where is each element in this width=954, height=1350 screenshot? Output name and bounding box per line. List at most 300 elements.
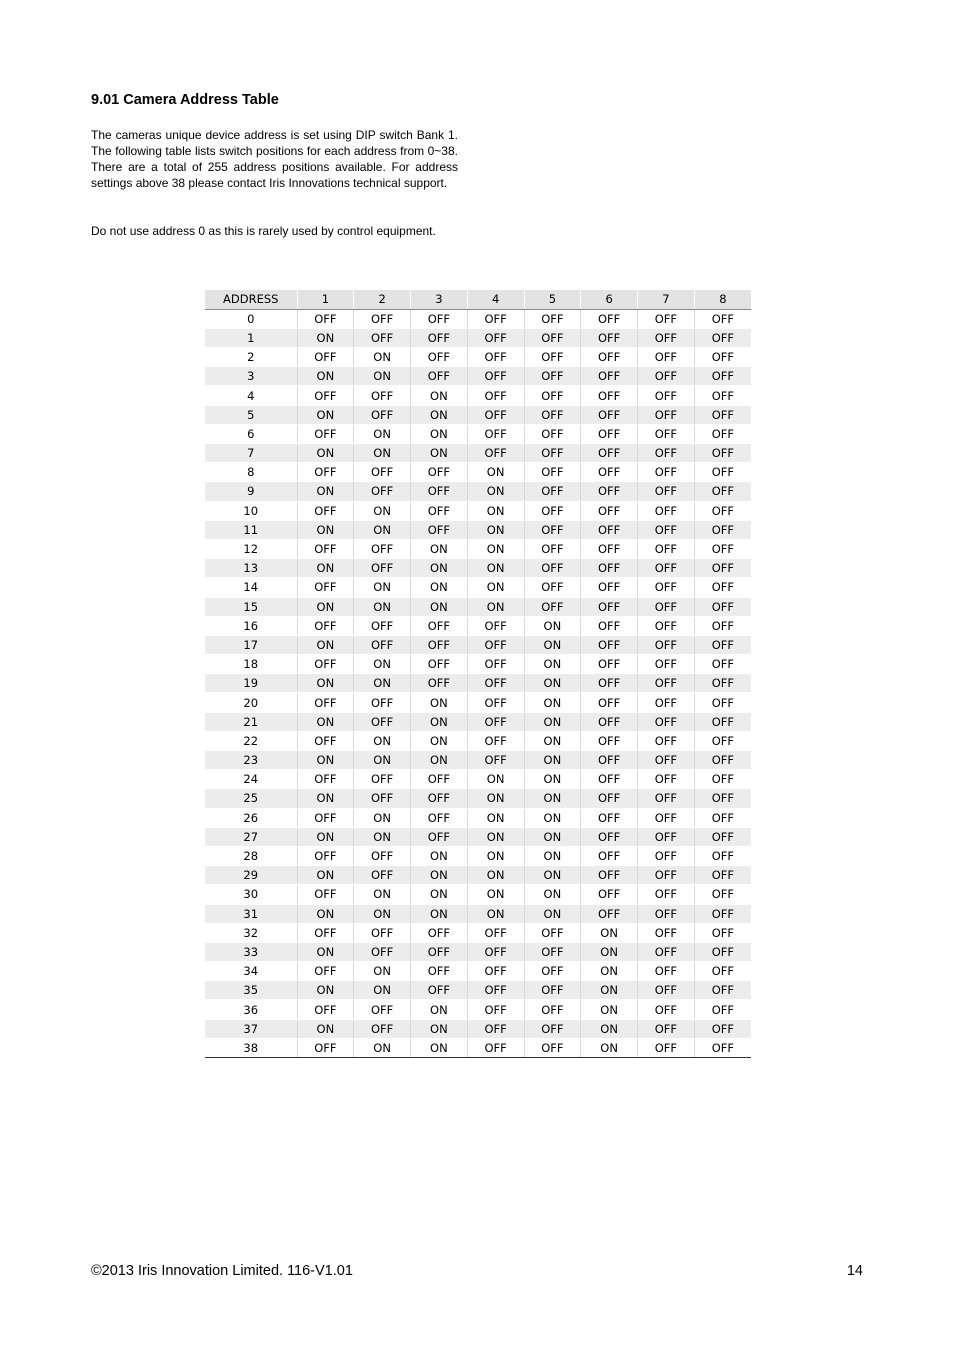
switch-state-cell: OFF: [354, 463, 411, 482]
switch-state-cell: OFF: [694, 674, 751, 693]
switch-state-cell: ON: [297, 942, 354, 961]
address-cell: 25: [205, 789, 297, 808]
address-cell: 2: [205, 348, 297, 367]
switch-state-cell: OFF: [638, 655, 695, 674]
switch-state-cell: OFF: [694, 1038, 751, 1057]
switch-state-cell: ON: [297, 597, 354, 616]
address-cell: 19: [205, 674, 297, 693]
switch-state-cell: ON: [354, 827, 411, 846]
switch-state-cell: OFF: [581, 463, 638, 482]
switch-state-cell: ON: [354, 808, 411, 827]
table-row: [205, 597, 751, 616]
switch-state-cell: OFF: [354, 846, 411, 865]
switch-state-cell: OFF: [354, 405, 411, 424]
switch-state-cell: OFF: [524, 1038, 581, 1057]
switch-state-cell: ON: [354, 578, 411, 597]
switch-state-cell: OFF: [467, 348, 524, 367]
switch-state-cell: ON: [297, 405, 354, 424]
switch-state-cell: OFF: [467, 1019, 524, 1038]
switch-state-cell: OFF: [581, 348, 638, 367]
table-row: [205, 655, 751, 674]
switch-state-cell: ON: [467, 846, 524, 865]
switch-state-cell: OFF: [638, 904, 695, 923]
switch-state-cell: OFF: [297, 539, 354, 558]
table-row: [205, 962, 751, 981]
switch-state-cell: OFF: [694, 501, 751, 520]
switch-state-cell: OFF: [638, 405, 695, 424]
address-cell: 32: [205, 923, 297, 942]
switch-state-cell: ON: [411, 712, 468, 731]
address-cell: 3: [205, 367, 297, 386]
switch-state-cell: OFF: [354, 1000, 411, 1019]
table-row: [205, 635, 751, 654]
switch-state-cell: ON: [524, 770, 581, 789]
switch-state-cell: ON: [297, 482, 354, 501]
switch-state-cell: OFF: [467, 731, 524, 750]
table-row: [205, 981, 751, 1000]
table-row: [205, 309, 751, 328]
switch-state-cell: OFF: [524, 501, 581, 520]
table-row: [205, 367, 751, 386]
switch-state-cell: ON: [524, 866, 581, 885]
switch-state-cell: OFF: [638, 731, 695, 750]
switch-state-cell: OFF: [467, 1000, 524, 1019]
switch-state-cell: OFF: [638, 751, 695, 770]
switch-state-cell: OFF: [581, 482, 638, 501]
switch-state-cell: OFF: [297, 846, 354, 865]
switch-state-cell: OFF: [297, 962, 354, 981]
switch-state-cell: OFF: [297, 309, 354, 328]
table-row: [205, 463, 751, 482]
switch-state-cell: OFF: [354, 712, 411, 731]
switch-state-cell: ON: [297, 789, 354, 808]
intro-paragraph: The cameras unique device address is set using DIP switch Bank 1. The following table lists switch positions for each address from 0~38. There are a total of 255 address positions available. For address settings above 38 please contact Iris Innovations technical support.: [91, 128, 458, 190]
address-cell: 17: [205, 635, 297, 654]
switch-state-cell: OFF: [581, 578, 638, 597]
switch-state-cell: OFF: [354, 328, 411, 347]
switch-state-cell: OFF: [581, 731, 638, 750]
switch-state-cell: OFF: [467, 1038, 524, 1057]
table-row: [205, 578, 751, 597]
switch-state-cell: ON: [467, 808, 524, 827]
switch-state-cell: OFF: [694, 348, 751, 367]
address-cell: 24: [205, 770, 297, 789]
switch-state-cell: ON: [581, 1019, 638, 1038]
header-row: [205, 290, 751, 309]
column-header-switch-8: 8: [694, 290, 751, 309]
switch-state-cell: OFF: [411, 463, 468, 482]
switch-state-cell: OFF: [581, 539, 638, 558]
address-cell: 8: [205, 463, 297, 482]
table-row: [205, 1000, 751, 1019]
switch-state-cell: OFF: [524, 962, 581, 981]
address-cell: 28: [205, 846, 297, 865]
switch-state-cell: ON: [581, 923, 638, 942]
camera-address-table: [205, 290, 751, 1058]
table-row: [205, 386, 751, 405]
table-row: [205, 942, 751, 961]
switch-state-cell: OFF: [694, 309, 751, 328]
switch-state-cell: OFF: [581, 674, 638, 693]
switch-state-cell: ON: [467, 559, 524, 578]
switch-state-cell: OFF: [694, 444, 751, 463]
switch-state-cell: OFF: [694, 1019, 751, 1038]
address-cell: 9: [205, 482, 297, 501]
switch-state-cell: ON: [467, 770, 524, 789]
switch-state-cell: ON: [354, 520, 411, 539]
address-cell: 27: [205, 827, 297, 846]
switch-state-cell: OFF: [638, 367, 695, 386]
switch-state-cell: OFF: [524, 309, 581, 328]
switch-state-cell: OFF: [694, 616, 751, 635]
switch-state-cell: OFF: [581, 789, 638, 808]
switch-state-cell: ON: [411, 539, 468, 558]
address-cell: 36: [205, 1000, 297, 1019]
switch-state-cell: OFF: [411, 616, 468, 635]
switch-state-cell: ON: [467, 501, 524, 520]
switch-state-cell: OFF: [354, 770, 411, 789]
column-header-address: ADDRESS: [205, 290, 297, 309]
column-header-switch-7: 7: [638, 290, 695, 309]
column-header-switch-2: 2: [354, 290, 411, 309]
address-cell: 14: [205, 578, 297, 597]
address-cell: 31: [205, 904, 297, 923]
switch-state-cell: OFF: [411, 923, 468, 942]
switch-state-cell: OFF: [694, 655, 751, 674]
switch-state-cell: OFF: [694, 770, 751, 789]
column-header-switch-6: 6: [581, 290, 638, 309]
switch-state-cell: OFF: [638, 309, 695, 328]
switch-state-cell: OFF: [467, 367, 524, 386]
switch-state-cell: OFF: [581, 520, 638, 539]
switch-state-cell: OFF: [354, 1019, 411, 1038]
switch-state-cell: OFF: [638, 520, 695, 539]
switch-state-cell: OFF: [297, 1000, 354, 1019]
address-cell: 30: [205, 885, 297, 904]
switch-state-cell: ON: [411, 386, 468, 405]
warning-paragraph: Do not use address 0 as this is rarely used by control equipment.: [91, 224, 436, 238]
switch-state-cell: OFF: [694, 1000, 751, 1019]
switch-state-cell: ON: [354, 962, 411, 981]
switch-state-cell: OFF: [297, 463, 354, 482]
switch-state-cell: ON: [297, 674, 354, 693]
address-cell: 33: [205, 942, 297, 961]
switch-state-cell: OFF: [297, 424, 354, 443]
switch-state-cell: OFF: [638, 1000, 695, 1019]
switch-state-cell: OFF: [467, 444, 524, 463]
table-row: [205, 1038, 751, 1057]
switch-state-cell: ON: [297, 367, 354, 386]
switch-state-cell: ON: [297, 904, 354, 923]
table-row: [205, 808, 751, 827]
switch-state-cell: ON: [411, 1019, 468, 1038]
switch-state-cell: OFF: [581, 328, 638, 347]
switch-state-cell: OFF: [467, 616, 524, 635]
switch-state-cell: ON: [411, 1038, 468, 1057]
switch-state-cell: OFF: [467, 981, 524, 1000]
switch-state-cell: ON: [467, 597, 524, 616]
table-row: [205, 348, 751, 367]
switch-state-cell: OFF: [638, 981, 695, 1000]
switch-state-cell: ON: [411, 405, 468, 424]
address-cell: 29: [205, 866, 297, 885]
switch-state-cell: OFF: [467, 751, 524, 770]
address-cell: 34: [205, 962, 297, 981]
address-cell: 20: [205, 693, 297, 712]
switch-state-cell: ON: [524, 885, 581, 904]
switch-state-cell: OFF: [467, 424, 524, 443]
table-row: [205, 789, 751, 808]
switch-state-cell: ON: [411, 866, 468, 885]
switch-state-cell: OFF: [694, 923, 751, 942]
switch-state-cell: OFF: [581, 405, 638, 424]
switch-state-cell: OFF: [524, 348, 581, 367]
switch-state-cell: OFF: [694, 405, 751, 424]
switch-state-cell: OFF: [694, 693, 751, 712]
switch-state-cell: OFF: [411, 501, 468, 520]
address-cell: 26: [205, 808, 297, 827]
switch-state-cell: ON: [524, 616, 581, 635]
address-cell: 38: [205, 1038, 297, 1057]
switch-state-cell: OFF: [694, 751, 751, 770]
switch-state-cell: ON: [467, 885, 524, 904]
switch-state-cell: OFF: [694, 463, 751, 482]
switch-state-cell: ON: [354, 981, 411, 1000]
table-row: [205, 520, 751, 539]
switch-state-cell: OFF: [638, 674, 695, 693]
switch-state-cell: OFF: [354, 693, 411, 712]
switch-state-cell: OFF: [467, 693, 524, 712]
switch-state-cell: OFF: [638, 770, 695, 789]
switch-state-cell: OFF: [354, 559, 411, 578]
switch-state-cell: ON: [354, 501, 411, 520]
switch-state-cell: OFF: [354, 309, 411, 328]
switch-state-cell: OFF: [411, 789, 468, 808]
switch-state-cell: OFF: [581, 885, 638, 904]
switch-state-cell: OFF: [581, 770, 638, 789]
switch-state-cell: OFF: [694, 482, 751, 501]
switch-state-cell: OFF: [467, 405, 524, 424]
switch-state-cell: OFF: [638, 962, 695, 981]
switch-state-cell: OFF: [524, 981, 581, 1000]
switch-state-cell: OFF: [297, 655, 354, 674]
switch-state-cell: OFF: [638, 635, 695, 654]
switch-state-cell: OFF: [638, 866, 695, 885]
switch-state-cell: OFF: [524, 367, 581, 386]
switch-state-cell: OFF: [638, 444, 695, 463]
table-row: [205, 712, 751, 731]
table-row: [205, 559, 751, 578]
switch-state-cell: OFF: [411, 827, 468, 846]
switch-state-cell: OFF: [581, 386, 638, 405]
column-header-switch-5: 5: [524, 290, 581, 309]
switch-state-cell: OFF: [638, 559, 695, 578]
column-header-switch-4: 4: [467, 290, 524, 309]
switch-state-cell: OFF: [354, 635, 411, 654]
table-row: [205, 328, 751, 347]
switch-state-cell: OFF: [411, 808, 468, 827]
switch-state-cell: ON: [524, 712, 581, 731]
address-cell: 0: [205, 309, 297, 328]
switch-state-cell: OFF: [638, 693, 695, 712]
switch-state-cell: ON: [467, 520, 524, 539]
switch-state-cell: OFF: [524, 597, 581, 616]
switch-state-cell: OFF: [581, 866, 638, 885]
switch-state-cell: OFF: [524, 578, 581, 597]
switch-state-cell: ON: [297, 444, 354, 463]
switch-state-cell: OFF: [638, 386, 695, 405]
switch-state-cell: OFF: [581, 712, 638, 731]
switch-state-cell: ON: [297, 981, 354, 1000]
switch-state-cell: OFF: [694, 885, 751, 904]
table-row: [205, 866, 751, 885]
switch-state-cell: ON: [467, 482, 524, 501]
switch-state-cell: OFF: [354, 866, 411, 885]
switch-state-cell: ON: [467, 539, 524, 558]
switch-state-cell: OFF: [638, 482, 695, 501]
switch-state-cell: ON: [411, 424, 468, 443]
switch-state-cell: OFF: [467, 386, 524, 405]
switch-state-cell: ON: [411, 693, 468, 712]
switch-state-cell: OFF: [638, 539, 695, 558]
switch-state-cell: OFF: [297, 578, 354, 597]
switch-state-cell: OFF: [638, 501, 695, 520]
switch-state-cell: ON: [524, 904, 581, 923]
table-row: [205, 674, 751, 693]
address-cell: 15: [205, 597, 297, 616]
switch-state-cell: OFF: [411, 655, 468, 674]
switch-state-cell: ON: [411, 731, 468, 750]
switch-state-cell: ON: [354, 424, 411, 443]
table-row: [205, 482, 751, 501]
table-body: [205, 309, 751, 1057]
switch-state-cell: OFF: [638, 942, 695, 961]
table-row: [205, 616, 751, 635]
switch-state-cell: OFF: [581, 597, 638, 616]
switch-state-cell: OFF: [297, 693, 354, 712]
switch-state-cell: OFF: [581, 827, 638, 846]
switch-state-cell: ON: [354, 751, 411, 770]
switch-state-cell: OFF: [524, 942, 581, 961]
switch-state-cell: OFF: [694, 635, 751, 654]
switch-state-cell: OFF: [638, 712, 695, 731]
switch-state-cell: OFF: [638, 578, 695, 597]
switch-state-cell: ON: [581, 962, 638, 981]
switch-state-cell: OFF: [467, 923, 524, 942]
switch-state-cell: OFF: [354, 386, 411, 405]
switch-state-cell: OFF: [297, 501, 354, 520]
address-cell: 22: [205, 731, 297, 750]
switch-state-cell: OFF: [297, 731, 354, 750]
switch-state-cell: OFF: [524, 520, 581, 539]
switch-state-cell: OFF: [694, 539, 751, 558]
switch-state-cell: ON: [297, 827, 354, 846]
switch-state-cell: OFF: [297, 923, 354, 942]
switch-state-cell: OFF: [354, 923, 411, 942]
switch-state-cell: ON: [581, 981, 638, 1000]
switch-state-cell: OFF: [354, 789, 411, 808]
switch-state-cell: OFF: [411, 328, 468, 347]
switch-state-cell: OFF: [411, 635, 468, 654]
switch-state-cell: ON: [297, 751, 354, 770]
switch-state-cell: OFF: [411, 942, 468, 961]
switch-state-cell: OFF: [467, 309, 524, 328]
table-row: [205, 693, 751, 712]
switch-state-cell: OFF: [694, 846, 751, 865]
table-row: [205, 770, 751, 789]
switch-state-cell: OFF: [354, 482, 411, 501]
switch-state-cell: OFF: [581, 444, 638, 463]
switch-state-cell: OFF: [411, 348, 468, 367]
switch-state-cell: OFF: [694, 789, 751, 808]
switch-state-cell: OFF: [411, 309, 468, 328]
table-row: [205, 827, 751, 846]
switch-state-cell: OFF: [638, 1038, 695, 1057]
switch-state-cell: OFF: [638, 827, 695, 846]
switch-state-cell: OFF: [581, 904, 638, 923]
switch-state-cell: ON: [411, 1000, 468, 1019]
switch-state-cell: OFF: [297, 808, 354, 827]
switch-state-cell: OFF: [411, 367, 468, 386]
switch-state-cell: ON: [411, 885, 468, 904]
switch-state-cell: ON: [354, 1038, 411, 1057]
switch-state-cell: ON: [354, 597, 411, 616]
switch-state-cell: ON: [581, 1000, 638, 1019]
switch-state-cell: OFF: [524, 482, 581, 501]
table-row: [205, 405, 751, 424]
switch-state-cell: ON: [467, 866, 524, 885]
switch-state-cell: ON: [467, 789, 524, 808]
table-row: [205, 731, 751, 750]
switch-state-cell: OFF: [297, 348, 354, 367]
switch-state-cell: OFF: [694, 827, 751, 846]
switch-state-cell: OFF: [638, 424, 695, 443]
section-title: 9.01 Camera Address Table: [91, 92, 279, 108]
address-cell: 12: [205, 539, 297, 558]
switch-state-cell: OFF: [411, 482, 468, 501]
switch-state-cell: OFF: [467, 712, 524, 731]
table-row: [205, 501, 751, 520]
switch-state-cell: OFF: [581, 559, 638, 578]
switch-state-cell: ON: [524, 635, 581, 654]
switch-state-cell: ON: [297, 866, 354, 885]
switch-state-cell: ON: [354, 904, 411, 923]
address-cell: 37: [205, 1019, 297, 1038]
switch-state-cell: OFF: [411, 674, 468, 693]
switch-state-cell: OFF: [354, 942, 411, 961]
switch-state-cell: ON: [297, 635, 354, 654]
switch-state-cell: ON: [411, 751, 468, 770]
switch-state-cell: OFF: [694, 328, 751, 347]
switch-state-cell: OFF: [524, 539, 581, 558]
switch-state-cell: ON: [581, 1038, 638, 1057]
switch-state-cell: OFF: [467, 674, 524, 693]
switch-state-cell: ON: [411, 578, 468, 597]
switch-state-cell: ON: [297, 559, 354, 578]
switch-state-cell: OFF: [467, 635, 524, 654]
switch-state-cell: OFF: [524, 444, 581, 463]
switch-state-cell: ON: [297, 712, 354, 731]
switch-state-cell: OFF: [581, 309, 638, 328]
column-header-switch-1: 1: [297, 290, 354, 309]
switch-state-cell: OFF: [411, 981, 468, 1000]
table-row: [205, 1019, 751, 1038]
switch-state-cell: OFF: [524, 424, 581, 443]
footer-copyright: ©2013 Iris Innovation Limited. 116-V1.01: [91, 1263, 353, 1279]
switch-state-cell: OFF: [354, 616, 411, 635]
switch-state-cell: OFF: [638, 789, 695, 808]
switch-state-cell: ON: [411, 597, 468, 616]
